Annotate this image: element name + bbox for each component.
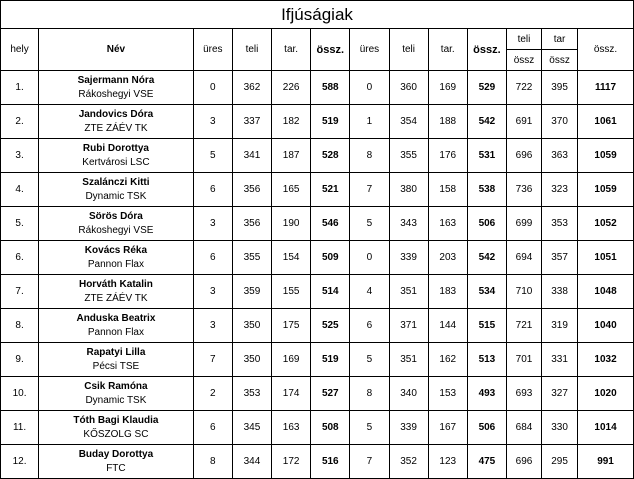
cell-ossz-2: 506 bbox=[467, 207, 506, 241]
cell-hely: 11. bbox=[1, 411, 39, 445]
cell-teli-ossz: 696 bbox=[506, 139, 541, 173]
cell-teli-1: 345 bbox=[232, 411, 271, 445]
cell-teli-1: 359 bbox=[232, 275, 271, 309]
player-name: Csik Ramóna bbox=[84, 380, 148, 392]
header-nev: Név bbox=[39, 29, 194, 71]
header-teli-2: teli bbox=[389, 29, 428, 71]
cell-total: 1052 bbox=[578, 207, 634, 241]
table-row bbox=[1, 445, 634, 479]
header-tar-2: tar. bbox=[428, 29, 467, 71]
cell-hely: 6. bbox=[1, 241, 39, 275]
cell-ures-2: 5 bbox=[350, 207, 389, 241]
header-teli-1: teli bbox=[232, 29, 271, 71]
cell-teli-2: 355 bbox=[389, 139, 428, 173]
table-row bbox=[1, 71, 634, 105]
header-hely: hely bbox=[1, 29, 39, 71]
cell-tar-ossz: 353 bbox=[542, 207, 578, 241]
table-row bbox=[1, 241, 634, 275]
player-club: KŐSZOLG SC bbox=[83, 428, 149, 440]
cell-tar-2: 167 bbox=[428, 411, 467, 445]
player-name: Rapatyi Lilla bbox=[86, 346, 146, 358]
header-teli-bottom: össz bbox=[506, 50, 541, 71]
cell-ures-2: 8 bbox=[350, 377, 389, 411]
cell-total: 1117 bbox=[578, 71, 634, 105]
player-club: Rákoshegyi VSE bbox=[78, 224, 154, 236]
cell-tar-1: 174 bbox=[272, 377, 311, 411]
cell-tar-2: 169 bbox=[428, 71, 467, 105]
cell-ossz-1: 514 bbox=[311, 275, 350, 309]
cell-name bbox=[39, 411, 194, 445]
player-club: FTC bbox=[106, 462, 126, 474]
cell-tar-ossz: 327 bbox=[542, 377, 578, 411]
cell-hely: 7. bbox=[1, 275, 39, 309]
table-row bbox=[1, 309, 634, 343]
cell-hely: 8. bbox=[1, 309, 39, 343]
cell-tar-ossz: 330 bbox=[542, 411, 578, 445]
player-name: Horváth Katalin bbox=[78, 278, 153, 290]
cell-ures-1: 7 bbox=[193, 343, 232, 377]
cell-ossz-1: 519 bbox=[311, 105, 350, 139]
cell-tar-1: 190 bbox=[272, 207, 311, 241]
player-club: Dynamic TSK bbox=[85, 190, 147, 202]
cell-ossz-1: 525 bbox=[311, 309, 350, 343]
cell-ures-1: 6 bbox=[193, 241, 232, 275]
cell-teli-2: 352 bbox=[389, 445, 428, 479]
table-row bbox=[1, 411, 634, 445]
cell-ures-1: 6 bbox=[193, 173, 232, 207]
cell-tar-2: 123 bbox=[428, 445, 467, 479]
cell-ures-2: 1 bbox=[350, 105, 389, 139]
table-row bbox=[1, 207, 634, 241]
cell-ossz-1: 509 bbox=[311, 241, 350, 275]
player-club: Rákoshegyi VSE bbox=[78, 88, 154, 100]
cell-teli-1: 353 bbox=[232, 377, 271, 411]
cell-ossz-2: 506 bbox=[467, 411, 506, 445]
cell-ossz-2: 475 bbox=[467, 445, 506, 479]
cell-ossz-2: 538 bbox=[467, 173, 506, 207]
cell-name bbox=[39, 105, 194, 139]
cell-teli-ossz: 684 bbox=[506, 411, 541, 445]
cell-ossz-1: 516 bbox=[311, 445, 350, 479]
cell-teli-ossz: 696 bbox=[506, 445, 541, 479]
cell-teli-1: 350 bbox=[232, 343, 271, 377]
cell-ossz-1: 546 bbox=[311, 207, 350, 241]
player-club: Kertvárosi LSC bbox=[82, 156, 150, 168]
cell-name bbox=[39, 207, 194, 241]
table-row bbox=[1, 105, 634, 139]
cell-hely: 3. bbox=[1, 139, 39, 173]
player-name: Kovács Réka bbox=[84, 244, 148, 256]
cell-tar-2: 183 bbox=[428, 275, 467, 309]
cell-ures-1: 0 bbox=[193, 71, 232, 105]
cell-hely: 2. bbox=[1, 105, 39, 139]
player-name: Rubi Dorottya bbox=[82, 142, 149, 154]
table-row bbox=[1, 173, 634, 207]
cell-tar-1: 187 bbox=[272, 139, 311, 173]
cell-teli-1: 341 bbox=[232, 139, 271, 173]
cell-teli-2: 339 bbox=[389, 411, 428, 445]
cell-tar-1: 182 bbox=[272, 105, 311, 139]
cell-tar-ossz: 319 bbox=[542, 309, 578, 343]
cell-ossz-2: 542 bbox=[467, 105, 506, 139]
cell-ossz-2: 515 bbox=[467, 309, 506, 343]
header-tar-1: tar. bbox=[272, 29, 311, 71]
cell-tar-2: 144 bbox=[428, 309, 467, 343]
cell-tar-2: 203 bbox=[428, 241, 467, 275]
cell-hely: 1. bbox=[1, 71, 39, 105]
cell-tar-1: 165 bbox=[272, 173, 311, 207]
cell-tar-ossz: 363 bbox=[542, 139, 578, 173]
cell-teli-ossz: 722 bbox=[506, 71, 541, 105]
table-row bbox=[1, 139, 634, 173]
cell-ures-2: 0 bbox=[350, 71, 389, 105]
player-club: ZTE ZÁÉV TK bbox=[84, 292, 148, 304]
cell-ossz-2: 513 bbox=[467, 343, 506, 377]
cell-total: 991 bbox=[578, 445, 634, 479]
cell-tar-ossz: 295 bbox=[542, 445, 578, 479]
cell-teli-ossz: 699 bbox=[506, 207, 541, 241]
cell-ossz-1: 508 bbox=[311, 411, 350, 445]
cell-teli-ossz: 710 bbox=[506, 275, 541, 309]
cell-total: 1014 bbox=[578, 411, 634, 445]
cell-ures-1: 3 bbox=[193, 105, 232, 139]
cell-ures-2: 4 bbox=[350, 275, 389, 309]
table-row bbox=[1, 377, 634, 411]
cell-teli-1: 344 bbox=[232, 445, 271, 479]
cell-ures-1: 2 bbox=[193, 377, 232, 411]
cell-teli-2: 351 bbox=[389, 275, 428, 309]
cell-tar-2: 162 bbox=[428, 343, 467, 377]
player-name: Sajermann Nóra bbox=[77, 74, 155, 86]
cell-tar-1: 226 bbox=[272, 71, 311, 105]
cell-ures-2: 6 bbox=[350, 309, 389, 343]
cell-total: 1032 bbox=[578, 343, 634, 377]
cell-teli-2: 339 bbox=[389, 241, 428, 275]
cell-teli-ossz: 736 bbox=[506, 173, 541, 207]
cell-tar-1: 172 bbox=[272, 445, 311, 479]
cell-tar-1: 154 bbox=[272, 241, 311, 275]
player-club: Pannon Flax bbox=[87, 326, 144, 338]
cell-name bbox=[39, 377, 194, 411]
cell-ures-1: 3 bbox=[193, 207, 232, 241]
cell-tar-ossz: 338 bbox=[542, 275, 578, 309]
cell-ures-2: 5 bbox=[350, 343, 389, 377]
table-title: Ifjúságiak bbox=[1, 1, 634, 29]
cell-teli-2: 360 bbox=[389, 71, 428, 105]
cell-ossz-2: 534 bbox=[467, 275, 506, 309]
cell-teli-ossz: 694 bbox=[506, 241, 541, 275]
cell-teli-1: 362 bbox=[232, 71, 271, 105]
cell-tar-2: 176 bbox=[428, 139, 467, 173]
player-name: Buday Dorottya bbox=[78, 448, 154, 460]
cell-tar-1: 169 bbox=[272, 343, 311, 377]
cell-ossz-1: 521 bbox=[311, 173, 350, 207]
cell-teli-2: 340 bbox=[389, 377, 428, 411]
cell-hely: 4. bbox=[1, 173, 39, 207]
cell-tar-2: 153 bbox=[428, 377, 467, 411]
cell-ures-1: 5 bbox=[193, 139, 232, 173]
cell-name bbox=[39, 241, 194, 275]
header-ossz-2: össz. bbox=[467, 29, 506, 71]
player-name: Sörös Dóra bbox=[88, 210, 143, 222]
cell-tar-1: 155 bbox=[272, 275, 311, 309]
header-tar-bottom: össz bbox=[542, 50, 578, 71]
cell-teli-ossz: 701 bbox=[506, 343, 541, 377]
player-club: Dynamic TSK bbox=[85, 394, 147, 406]
cell-name bbox=[39, 173, 194, 207]
table-row bbox=[1, 275, 634, 309]
cell-ures-2: 5 bbox=[350, 411, 389, 445]
cell-total: 1048 bbox=[578, 275, 634, 309]
cell-total: 1059 bbox=[578, 173, 634, 207]
cell-ures-2: 7 bbox=[350, 445, 389, 479]
cell-tar-2: 163 bbox=[428, 207, 467, 241]
player-name: Szalánczi Kitti bbox=[82, 176, 150, 188]
cell-tar-ossz: 370 bbox=[542, 105, 578, 139]
header-ures-1: üres bbox=[193, 29, 232, 71]
cell-ures-2: 8 bbox=[350, 139, 389, 173]
header-ures-2: üres bbox=[350, 29, 389, 71]
cell-hely: 12. bbox=[1, 445, 39, 479]
player-club: Pécsi TSE bbox=[92, 360, 140, 372]
cell-teli-2: 371 bbox=[389, 309, 428, 343]
cell-name bbox=[39, 445, 194, 479]
cell-ossz-2: 529 bbox=[467, 71, 506, 105]
cell-total: 1040 bbox=[578, 309, 634, 343]
cell-ures-2: 0 bbox=[350, 241, 389, 275]
cell-ures-1: 3 bbox=[193, 275, 232, 309]
player-name: Anduska Beatrix bbox=[76, 312, 156, 324]
cell-teli-2: 351 bbox=[389, 343, 428, 377]
cell-tar-ossz: 323 bbox=[542, 173, 578, 207]
cell-teli-1: 350 bbox=[232, 309, 271, 343]
cell-teli-1: 337 bbox=[232, 105, 271, 139]
cell-name bbox=[39, 71, 194, 105]
cell-name bbox=[39, 139, 194, 173]
player-club: ZTE ZÁÉV TK bbox=[84, 122, 148, 134]
cell-ossz-1: 588 bbox=[311, 71, 350, 105]
player-name: Jandovics Dóra bbox=[78, 108, 154, 120]
cell-ossz-1: 527 bbox=[311, 377, 350, 411]
cell-tar-1: 175 bbox=[272, 309, 311, 343]
cell-ures-1: 6 bbox=[193, 411, 232, 445]
cell-hely: 10. bbox=[1, 377, 39, 411]
cell-name bbox=[39, 343, 194, 377]
table-row bbox=[1, 343, 634, 377]
header-tar-top: tar bbox=[542, 29, 578, 50]
cell-tar-ossz: 357 bbox=[542, 241, 578, 275]
cell-ures-1: 8 bbox=[193, 445, 232, 479]
player-club: Pannon Flax bbox=[87, 258, 144, 270]
cell-tar-ossz: 331 bbox=[542, 343, 578, 377]
cell-ossz-1: 519 bbox=[311, 343, 350, 377]
header-ossz-final: össz. bbox=[578, 29, 634, 71]
cell-total: 1061 bbox=[578, 105, 634, 139]
cell-teli-1: 355 bbox=[232, 241, 271, 275]
cell-total: 1059 bbox=[578, 139, 634, 173]
cell-teli-2: 343 bbox=[389, 207, 428, 241]
cell-total: 1051 bbox=[578, 241, 634, 275]
cell-teli-2: 380 bbox=[389, 173, 428, 207]
cell-tar-2: 188 bbox=[428, 105, 467, 139]
cell-teli-2: 354 bbox=[389, 105, 428, 139]
cell-hely: 9. bbox=[1, 343, 39, 377]
cell-tar-ossz: 395 bbox=[542, 71, 578, 105]
cell-teli-1: 356 bbox=[232, 173, 271, 207]
cell-teli-1: 356 bbox=[232, 207, 271, 241]
cell-tar-2: 158 bbox=[428, 173, 467, 207]
cell-name bbox=[39, 309, 194, 343]
cell-teli-ossz: 691 bbox=[506, 105, 541, 139]
header-ossz-1: össz. bbox=[311, 29, 350, 71]
header-teli-top: teli bbox=[506, 29, 541, 50]
cell-name bbox=[39, 275, 194, 309]
cell-teli-ossz: 693 bbox=[506, 377, 541, 411]
cell-ossz-2: 531 bbox=[467, 139, 506, 173]
cell-ures-2: 7 bbox=[350, 173, 389, 207]
cell-tar-1: 163 bbox=[272, 411, 311, 445]
cell-teli-ossz: 721 bbox=[506, 309, 541, 343]
cell-ossz-2: 542 bbox=[467, 241, 506, 275]
player-name: Tóth Bagi Klaudia bbox=[73, 414, 159, 426]
cell-ossz-1: 528 bbox=[311, 139, 350, 173]
cell-ossz-2: 493 bbox=[467, 377, 506, 411]
cell-total: 1020 bbox=[578, 377, 634, 411]
cell-hely: 5. bbox=[1, 207, 39, 241]
cell-ures-1: 3 bbox=[193, 309, 232, 343]
